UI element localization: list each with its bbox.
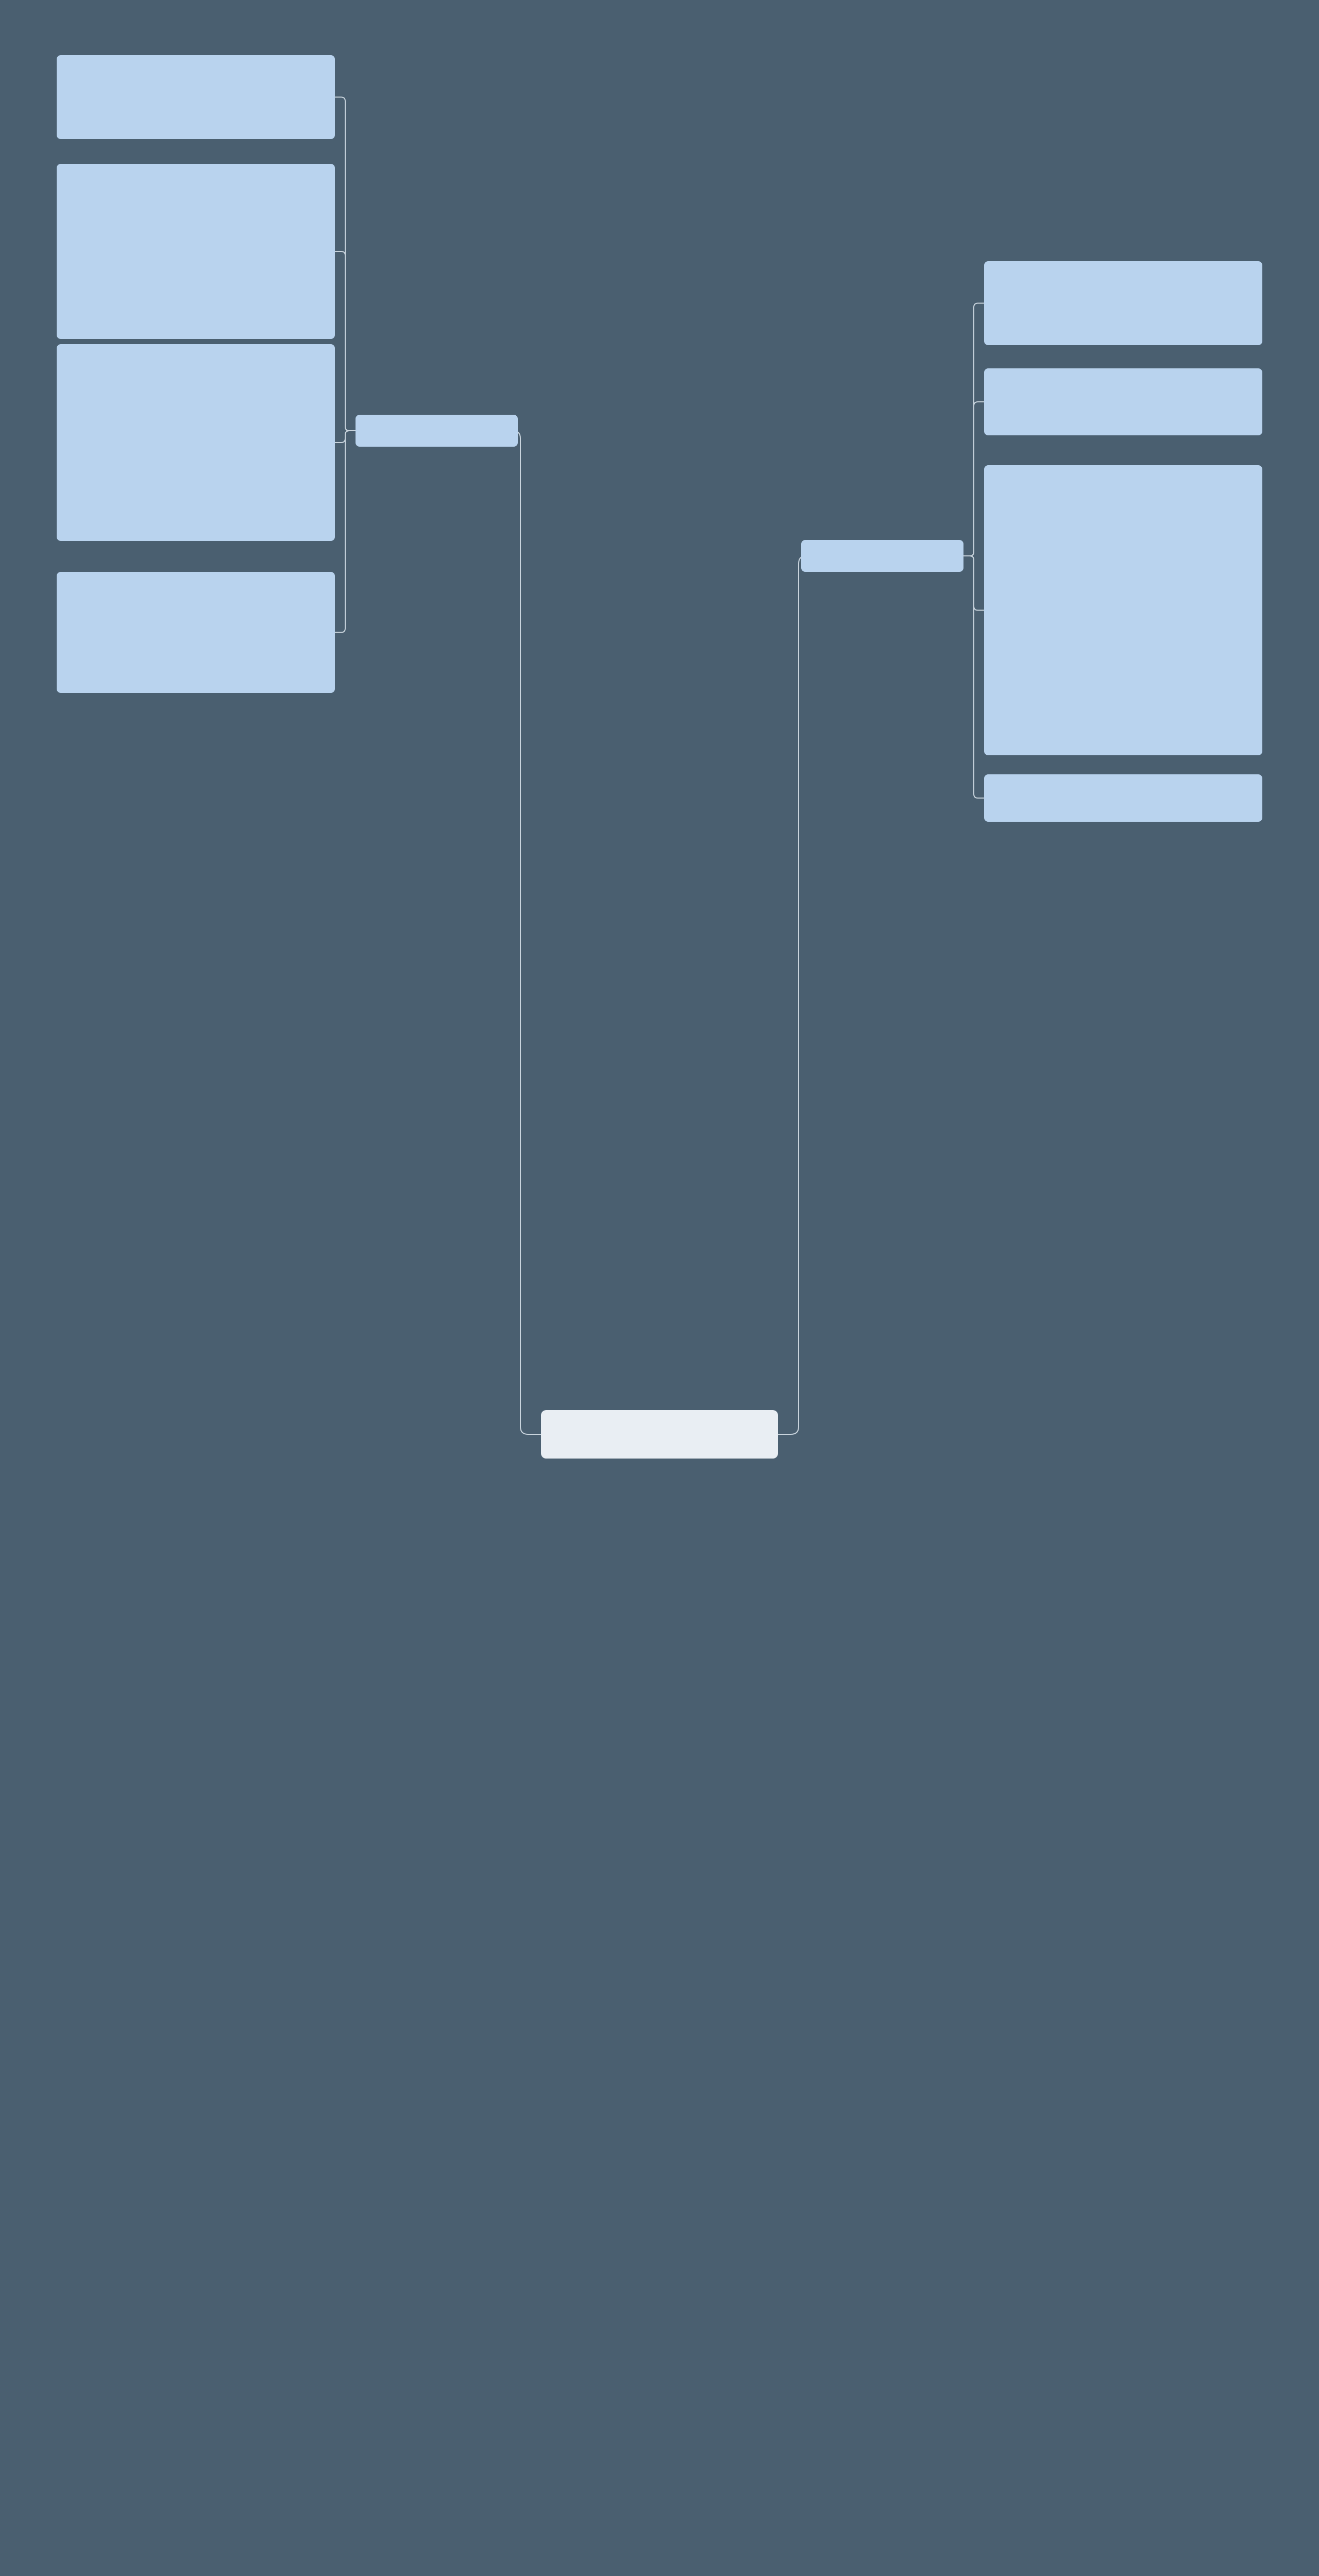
leaf-node[interactable] — [984, 261, 1262, 345]
branch-node[interactable] — [356, 415, 518, 447]
leaf-node[interactable] — [984, 465, 1262, 755]
leaf-node[interactable] — [984, 368, 1262, 435]
branch-leaf-link — [335, 431, 356, 633]
root-branch-link — [513, 431, 541, 1434]
leaf-node[interactable] — [57, 55, 335, 139]
root-branch-link — [778, 556, 806, 1434]
branch-leaf-link — [335, 251, 356, 431]
leaf-node[interactable] — [57, 344, 335, 541]
branch-leaf-link — [963, 402, 984, 556]
leaf-node[interactable] — [984, 774, 1262, 822]
branch-node[interactable] — [801, 540, 963, 572]
root-node[interactable] — [541, 1410, 778, 1459]
leaf-node[interactable] — [57, 164, 335, 339]
branch-leaf-link — [963, 556, 984, 798]
leaf-node[interactable] — [57, 572, 335, 693]
